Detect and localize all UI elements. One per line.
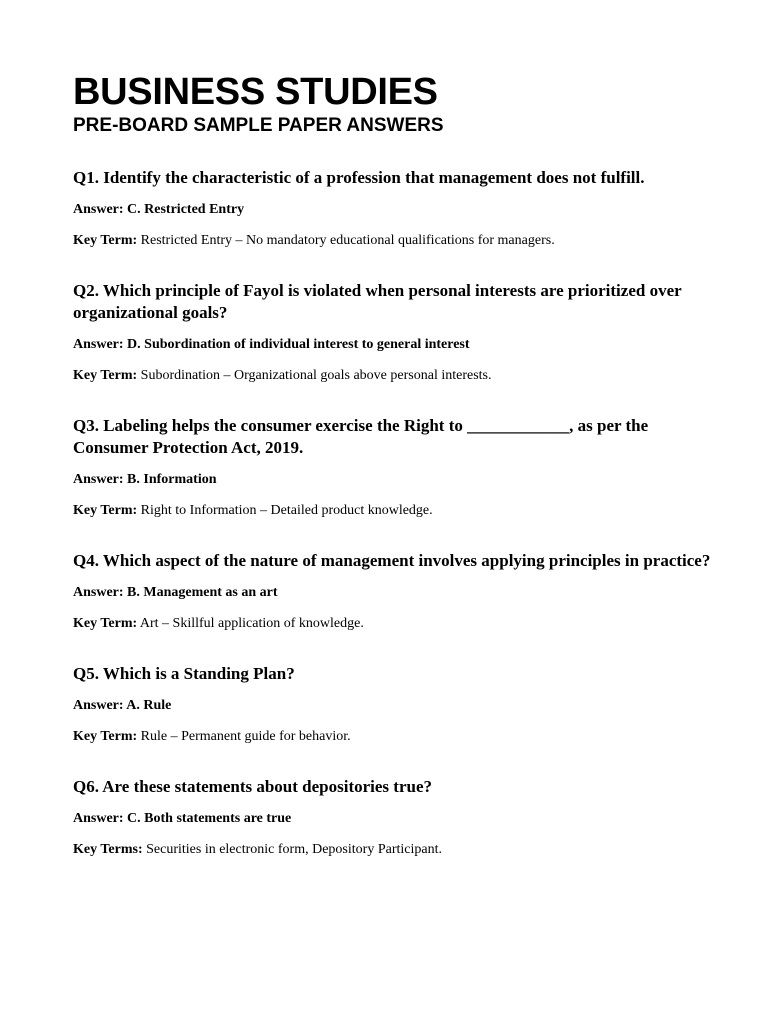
key-term-text: Securities in electronic form, Depository Participant.	[146, 842, 442, 857]
qa-item-2	[73, 280, 713, 385]
key-term-label: Key Term:	[73, 503, 138, 518]
document-page	[73, 70, 713, 889]
question-text: Q4. Which aspect of the nature of management involves applying principles in practice?	[73, 551, 711, 570]
question-text: Q3. Labeling helps the consumer exercise the Right to ____________, as per the Consumer Protection Act, 2019.	[73, 416, 649, 457]
key-term-label: Key Term:	[73, 233, 138, 248]
key-term-label: Key Terms:	[73, 842, 143, 857]
qa-item-1	[73, 167, 713, 250]
answer-text: Answer: C. Both statements are true	[73, 811, 292, 826]
page-subtitle: PRE-BOARD SAMPLE PAPER ANSWERS	[73, 115, 444, 136]
qa-item-5	[73, 663, 713, 746]
qa-item-4	[73, 550, 713, 633]
qa-item-6	[73, 776, 713, 859]
question-text: Q6. Are these statements about depositories true?	[73, 777, 433, 796]
key-term	[73, 231, 713, 250]
key-term-text: Rule – Permanent guide for behavior.	[140, 729, 351, 744]
key-term	[73, 614, 713, 633]
key-term-label: Key Term:	[73, 729, 138, 744]
answer-text: Answer: A. Rule	[73, 698, 172, 713]
question-text: Q5. Which is a Standing Plan?	[73, 664, 295, 683]
key-term-text: Restricted Entry – No mandatory educational qualifications for managers.	[140, 233, 555, 248]
qa-list	[73, 167, 713, 859]
key-term	[73, 840, 713, 859]
key-term-text: Art – Skillful application of knowledge.	[139, 616, 364, 631]
answer-text: Answer: B. Management as an art	[73, 585, 278, 600]
answer-text: Answer: B. Information	[73, 472, 217, 487]
key-term-label: Key Term:	[73, 368, 138, 383]
key-term-label: Key Term:	[73, 616, 138, 631]
qa-item-3	[73, 415, 713, 520]
key-term	[73, 366, 713, 385]
key-term-text: Right to Information – Detailed product knowledge.	[140, 503, 433, 518]
question-text: Q1. Identify the characteristic of a profession that management does not fulfill.	[73, 168, 645, 187]
answer-text: Answer: D. Subordination of individual interest to general interest	[73, 337, 470, 352]
key-term	[73, 501, 713, 520]
question-text: Q2. Which principle of Fayol is violated when personal interests are prioritized over organizational goals?	[73, 281, 682, 322]
key-term-text: Subordination – Organizational goals above personal interests.	[140, 368, 492, 383]
page-title: BUSINESS STUDIES	[73, 71, 438, 113]
answer-text: Answer: C. Restricted Entry	[73, 202, 245, 217]
key-term	[73, 727, 713, 746]
